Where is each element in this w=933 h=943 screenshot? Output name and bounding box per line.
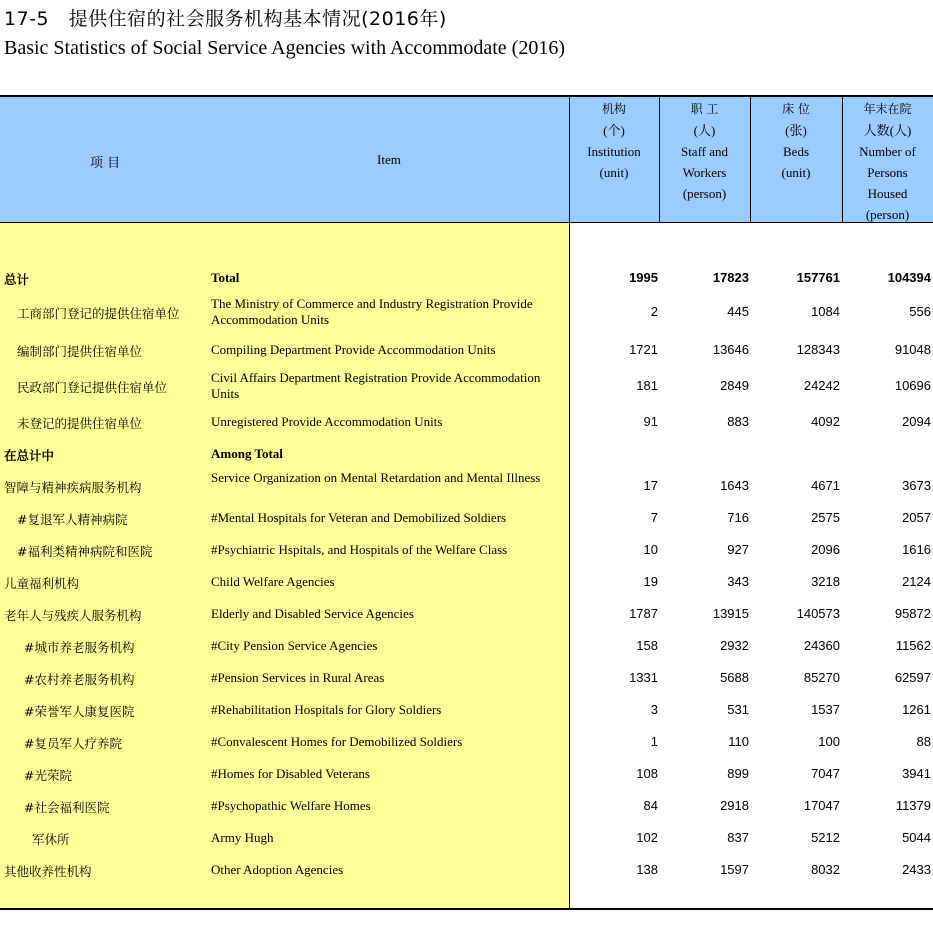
row-label-en: #Mental Hospitals for Veteran and Demobilized Soldiers bbox=[211, 510, 507, 525]
row-label-en: Civil Affairs Department Registration Provide Accommodation Units bbox=[211, 370, 541, 401]
row-value: 4092 bbox=[811, 414, 840, 429]
row-value: 3 bbox=[650, 702, 658, 717]
row-value: 8032 bbox=[811, 862, 840, 877]
header-col-line: Housed bbox=[867, 186, 908, 201]
row-label-cn: 工商部门登记的提供住宿单位 bbox=[17, 306, 180, 321]
row-value: 91048 bbox=[894, 342, 931, 357]
row-value: 883 bbox=[727, 414, 749, 429]
row-label-cn: #社会福利医院 bbox=[24, 800, 110, 815]
row-value: 2918 bbox=[720, 798, 749, 813]
header-col-title: 床 位 bbox=[782, 102, 810, 116]
row-value: 2932 bbox=[720, 638, 749, 653]
row-value: 1261 bbox=[902, 702, 931, 717]
row-value: 24242 bbox=[803, 378, 840, 393]
row-value: 24360 bbox=[803, 638, 840, 653]
row-value: 927 bbox=[727, 542, 749, 557]
row-value: 158 bbox=[636, 638, 658, 653]
row-value: 157761 bbox=[796, 270, 840, 285]
row-label-en: #Convalescent Homes for Demobilized Soldiers bbox=[211, 734, 463, 749]
row-label-cn: 未登记的提供住宿单位 bbox=[17, 416, 143, 431]
row-value: 17823 bbox=[712, 270, 749, 285]
row-value: 10696 bbox=[894, 378, 931, 393]
header-item-en: Item bbox=[377, 152, 401, 167]
row-value: 1597 bbox=[720, 862, 749, 877]
row-value: 556 bbox=[909, 304, 931, 319]
row-label-en: #City Pension Service Agencies bbox=[211, 638, 378, 653]
row-value: 1616 bbox=[902, 542, 931, 557]
row-label-cn: #复退军人精神病院 bbox=[17, 512, 128, 527]
header-col-line: Number of bbox=[859, 144, 916, 159]
row-value: 1995 bbox=[629, 270, 658, 285]
row-value: 3673 bbox=[902, 478, 931, 493]
row-label-en: #Psychiatric Hspitals, and Hospitals of the Welfare Class bbox=[211, 542, 508, 557]
row-label-en: Child Welfare Agencies bbox=[211, 574, 335, 589]
row-value: 1721 bbox=[629, 342, 658, 357]
row-value: 95872 bbox=[894, 606, 931, 621]
row-label-cn: #农村养老服务机构 bbox=[24, 672, 135, 687]
row-label-en: Among Total bbox=[211, 446, 283, 461]
row-value: 88 bbox=[916, 734, 931, 749]
row-label-cn: 总计 bbox=[4, 272, 30, 287]
row-label-cn: 儿童福利机构 bbox=[4, 576, 80, 591]
row-value: 2 bbox=[650, 304, 658, 319]
row-value: 1084 bbox=[811, 304, 840, 319]
row-label-en: #Psychopathic Welfare Homes bbox=[211, 798, 371, 813]
row-label-cn: 智障与精神疾病服务机构 bbox=[4, 480, 142, 495]
row-label-cn: #复员军人疗养院 bbox=[24, 736, 122, 751]
row-value: 62597 bbox=[894, 670, 931, 685]
header-col-line: Beds bbox=[783, 144, 809, 159]
row-value: 1 bbox=[650, 734, 658, 749]
row-label-cn: #城市养老服务机构 bbox=[24, 640, 135, 655]
row-label-cn: 军休所 bbox=[32, 832, 70, 847]
row-value: 1643 bbox=[720, 478, 749, 493]
row-label-en: #Homes for Disabled Veterans bbox=[211, 766, 370, 781]
header-col-line: Persons bbox=[867, 165, 908, 180]
header-col-line: (unit) bbox=[781, 165, 811, 180]
row-value: 531 bbox=[727, 702, 749, 717]
column-divider bbox=[750, 97, 751, 223]
table-body bbox=[0, 223, 933, 910]
column-divider bbox=[659, 97, 660, 223]
row-label-en: Other Adoption Agencies bbox=[211, 862, 344, 877]
row-value: 5688 bbox=[720, 670, 749, 685]
row-value: 2094 bbox=[902, 414, 931, 429]
row-value: 17047 bbox=[803, 798, 840, 813]
header-item-cn: 项 目 bbox=[90, 156, 121, 171]
header-col-line: (张) bbox=[785, 123, 807, 138]
row-label-en: #Pension Services in Rural Areas bbox=[211, 670, 385, 685]
row-value: 2057 bbox=[902, 510, 931, 525]
row-value: 91 bbox=[643, 414, 658, 429]
header-col-line: (person) bbox=[865, 207, 910, 222]
header-col-line: (person) bbox=[682, 186, 727, 201]
row-label-en: Compiling Department Provide Accommodation Units bbox=[211, 342, 496, 357]
row-label-en: Unregistered Provide Accommodation Units bbox=[211, 414, 443, 429]
row-value: 128343 bbox=[796, 342, 840, 357]
column-divider bbox=[569, 97, 570, 910]
row-value: 7 bbox=[650, 510, 658, 525]
row-value: 84 bbox=[643, 798, 658, 813]
row-value: 13646 bbox=[712, 342, 749, 357]
header-col-4 bbox=[842, 97, 933, 222]
table-title-en: Basic Statistics of Social Service Agencies with Accommodate (2016) bbox=[4, 37, 565, 59]
header-col-line: (人) bbox=[693, 123, 716, 138]
table-header bbox=[0, 95, 933, 223]
row-label-en: #Rehabilitation Hospitals for Glory Soldiers bbox=[211, 702, 442, 717]
row-value: 100 bbox=[818, 734, 840, 749]
row-value: 11562 bbox=[895, 638, 931, 653]
row-value: 2096 bbox=[811, 542, 840, 557]
row-value: 140573 bbox=[796, 606, 840, 621]
row-label-cn: 在总计中 bbox=[4, 448, 55, 463]
row-label-cn: 老年人与残疾人服务机构 bbox=[4, 608, 142, 623]
header-col-3 bbox=[750, 97, 842, 222]
header-col-line: Staff and bbox=[680, 144, 729, 159]
header-col-title: 年末在院 bbox=[863, 102, 912, 116]
row-value: 2124 bbox=[902, 574, 931, 589]
row-value: 3941 bbox=[902, 766, 931, 781]
row-label-en: The Ministry of Commerce and Industry Registration Provide Accommodation Units bbox=[211, 296, 533, 327]
row-value: 181 bbox=[636, 378, 658, 393]
row-label-cn: #光荣院 bbox=[24, 768, 72, 783]
row-value: 1787 bbox=[629, 606, 658, 621]
row-value: 102 bbox=[636, 830, 658, 845]
table-title-cn: 17-5 提供住宿的社会服务机构基本情况(2016年) bbox=[4, 8, 447, 30]
row-value: 899 bbox=[727, 766, 749, 781]
row-value: 108 bbox=[636, 766, 658, 781]
header-col-1 bbox=[569, 97, 659, 222]
row-value: 2575 bbox=[811, 510, 840, 525]
row-value: 19 bbox=[643, 574, 658, 589]
row-value: 5212 bbox=[811, 830, 840, 845]
row-value: 110 bbox=[728, 734, 749, 749]
row-label-en: Total bbox=[211, 270, 240, 285]
row-value: 4671 bbox=[811, 478, 840, 493]
row-label-en: Elderly and Disabled Service Agencies bbox=[211, 606, 414, 621]
row-value: 1537 bbox=[811, 702, 840, 717]
row-label-cn: #荣誉军人康复医院 bbox=[24, 704, 135, 719]
column-divider bbox=[842, 97, 843, 223]
row-value: 837 bbox=[727, 830, 749, 845]
header-col-title: 职 工 bbox=[690, 102, 719, 116]
row-value: 3218 bbox=[811, 574, 840, 589]
row-value: 2433 bbox=[902, 862, 931, 877]
row-value: 7047 bbox=[811, 766, 840, 781]
row-value: 2849 bbox=[720, 378, 749, 393]
row-value: 1331 bbox=[629, 670, 658, 685]
header-col-line: Workers bbox=[682, 165, 727, 180]
header-col-line: (unit) bbox=[599, 165, 629, 180]
row-label-cn: 其他收养性机构 bbox=[4, 864, 92, 879]
row-label-en: Army Hugh bbox=[211, 830, 274, 845]
row-label-en: Service Organization on Mental Retardation and Mental Illness bbox=[211, 470, 541, 485]
header-col-line: Institution bbox=[587, 144, 641, 159]
row-value: 5044 bbox=[902, 830, 931, 845]
row-label-cn: #福利类精神病院和医院 bbox=[17, 544, 153, 559]
row-value: 10 bbox=[643, 542, 658, 557]
row-value: 17 bbox=[643, 478, 658, 493]
header-col-line: 人数(人) bbox=[863, 123, 912, 138]
row-value: 343 bbox=[727, 574, 749, 589]
row-value: 85270 bbox=[803, 670, 840, 685]
header-col-2 bbox=[659, 97, 750, 222]
row-value: 138 bbox=[636, 862, 658, 877]
row-value: 11379 bbox=[895, 798, 931, 813]
row-value: 445 bbox=[727, 304, 749, 319]
header-col-title: 机构 bbox=[601, 102, 626, 116]
header-col-line: (个) bbox=[603, 123, 625, 138]
row-value: 716 bbox=[727, 510, 749, 525]
row-label-cn: 民政部门登记提供住宿单位 bbox=[17, 380, 168, 395]
row-value: 13915 bbox=[712, 606, 749, 621]
row-label-cn: 编制部门提供住宿单位 bbox=[17, 344, 143, 359]
row-value: 104394 bbox=[887, 270, 931, 285]
